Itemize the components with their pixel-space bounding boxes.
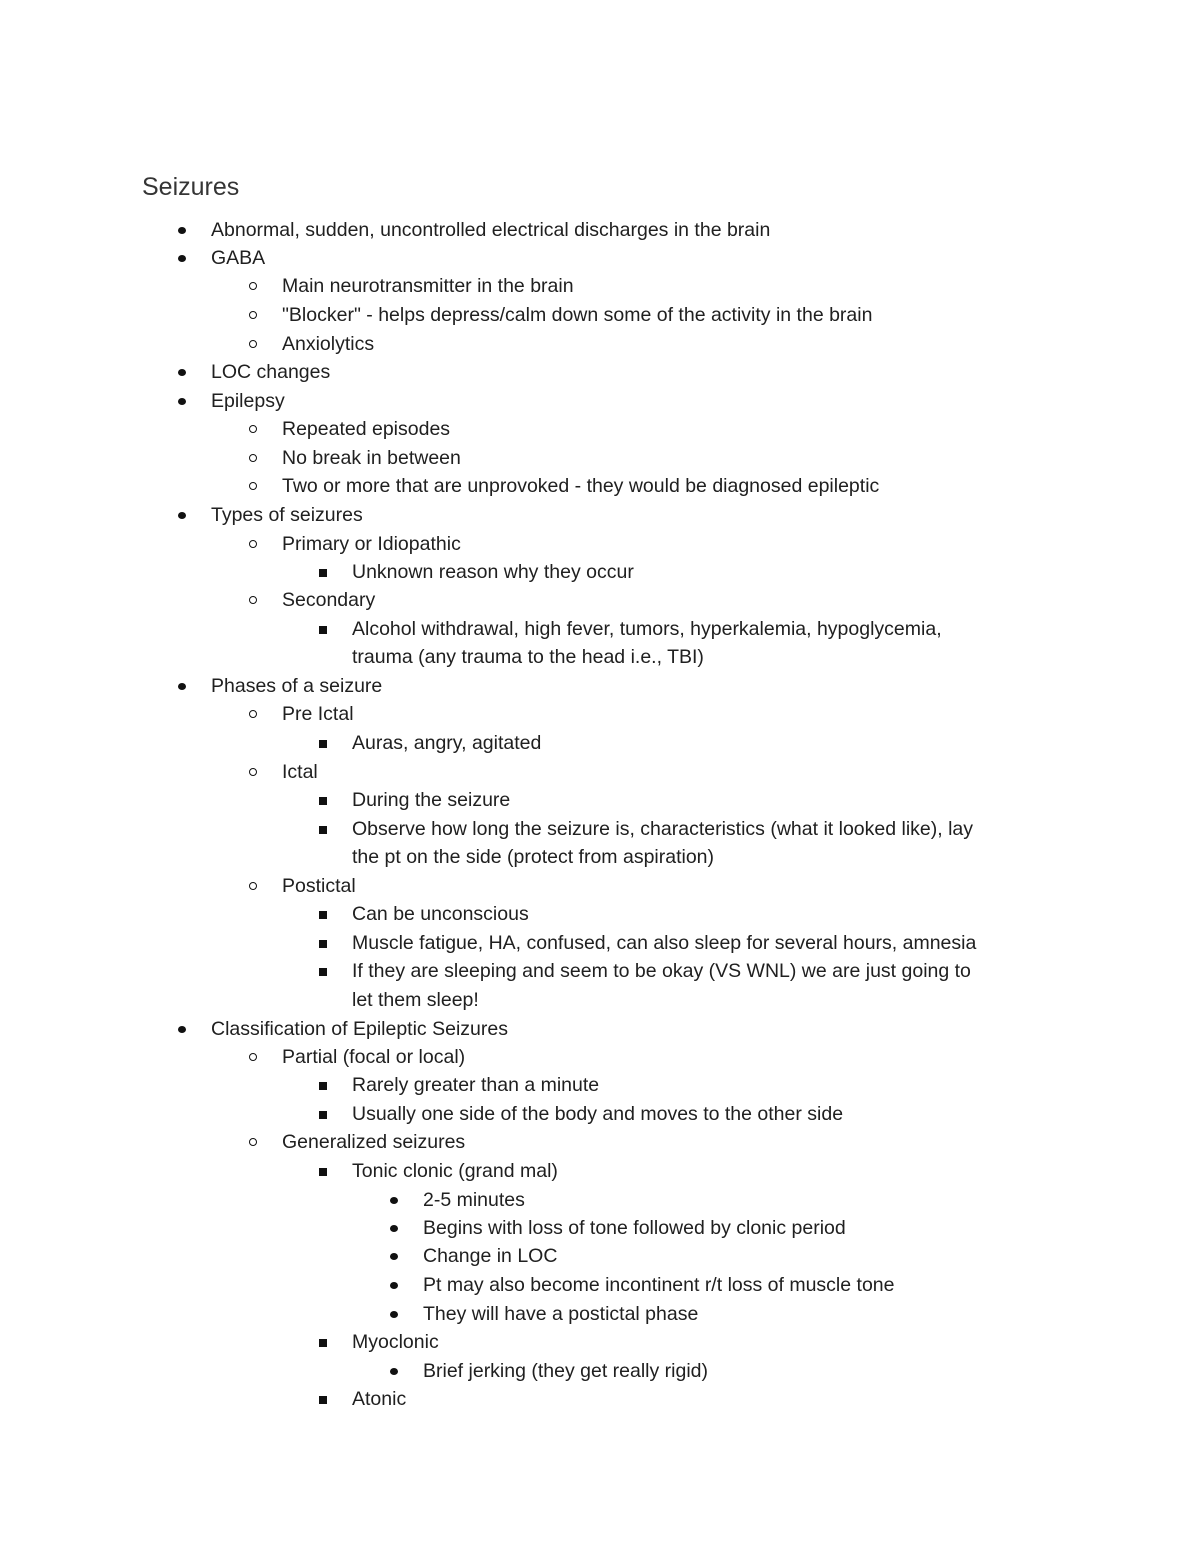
list-item: Brief jerking (they get really rigid) [423, 1357, 708, 1386]
list-item: 2-5 minutes [423, 1186, 525, 1215]
list-item: Primary or Idiopathic [282, 530, 461, 559]
list-item-continuation: the pt on the side (protect from aspiration) [352, 846, 715, 868]
list-item: Partial (focal or local) [282, 1043, 465, 1072]
list-item: Myoclonic [352, 1328, 439, 1357]
list-item: Postictal [282, 872, 356, 901]
list-item: "Blocker" - helps depress/calm down some of the activity in the brain [282, 301, 872, 330]
list-item: Unknown reason why they occur [352, 558, 634, 587]
list-item: Atonic [352, 1385, 406, 1414]
list-item: Tonic clonic (grand mal) [352, 1157, 558, 1186]
list-item: Begins with loss of tone followed by clonic period [423, 1214, 846, 1243]
list-item: Alcohol withdrawal, high fever, tumors, hyperkalemia, hypoglycemia, [352, 615, 942, 644]
list-item: Abnormal, sudden, uncontrolled electrical discharges in the brain [211, 216, 770, 245]
list-item: Pre Ictal [282, 700, 354, 729]
list-item: Classification of Epileptic Seizures [211, 1015, 508, 1044]
list-item: Usually one side of the body and moves to the other side [352, 1100, 843, 1129]
list-item: During the seizure [352, 786, 510, 815]
list-item: Anxiolytics [282, 330, 374, 359]
list-item: Types of seizures [211, 501, 363, 530]
list-item: Phases of a seizure [211, 672, 382, 701]
list-item: Two or more that are unprovoked - they would be diagnosed epileptic [282, 472, 879, 501]
page-title: Seizures [142, 173, 240, 201]
list-item: Generalized seizures [282, 1128, 465, 1157]
list-item-continuation: trauma (any trauma to the head i.e., TBI) [352, 646, 704, 668]
list-item: Can be unconscious [352, 900, 529, 929]
list-item: Auras, angry, agitated [352, 729, 541, 758]
list-item: Main neurotransmitter in the brain [282, 272, 574, 301]
list-item: Observe how long the seizure is, characteristics (what it looked like), lay [352, 815, 973, 844]
list-item: Ictal [282, 758, 318, 787]
list-item: LOC changes [211, 358, 330, 387]
list-item: No break in between [282, 444, 461, 473]
list-item: Rarely greater than a minute [352, 1071, 599, 1100]
list-item-continuation: let them sleep! [352, 989, 479, 1011]
list-item: Secondary [282, 586, 375, 615]
list-item: GABA [211, 244, 265, 273]
list-item: Pt may also become incontinent r/t loss of muscle tone [423, 1271, 894, 1300]
list-item: Change in LOC [423, 1242, 557, 1271]
list-item: Repeated episodes [282, 415, 450, 444]
list-item: Epilepsy [211, 387, 285, 416]
list-item: Muscle fatigue, HA, confused, can also sleep for several hours, amnesia [352, 929, 976, 958]
list-item: They will have a postictal phase [423, 1300, 698, 1329]
list-item: If they are sleeping and seem to be okay (VS WNL) we are just going to [352, 957, 971, 986]
